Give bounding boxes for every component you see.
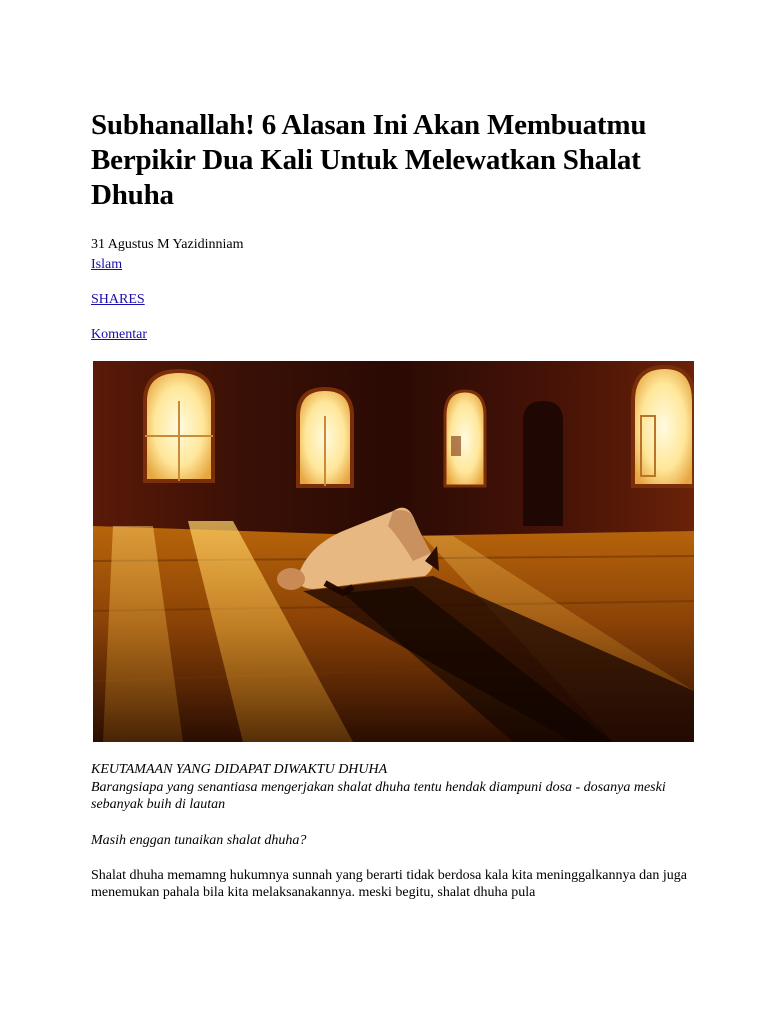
question-text: Masih enggan tunaikan shalat dhuha? — [91, 833, 307, 848]
article-meta: 31 Agustus M Yazidinniam — [91, 237, 244, 252]
body-paragraph: Shalat dhuha memamng hukumnya sunnah yang berarti tidak berdosa kala kita meninggalkannya dan juga menemukan pahala bila kita melaksanakannya. meski begitu, shalat dhuha pula — [91, 868, 687, 900]
shares-link[interactable]: SHARES — [91, 292, 145, 307]
section-subheading: KEUTAMAAN YANG DIDAPAT DIWAKTU DHUHA — [91, 762, 388, 777]
article-title: Subhanallah! 6 Alasan Ini Akan Membuatmu Berpikir Dua Kali Untuk Melewatkan Shalat Dhuha — [91, 109, 647, 211]
comments-link[interactable]: Komentar — [91, 327, 147, 342]
section-description: Barangsiapa yang senantiasa mengerjakan shalat dhuha tentu hendak diampuni dosa - dosanya meski sebanyak buih di lautan — [91, 780, 666, 812]
hero-image — [93, 361, 694, 742]
category-link[interactable]: Islam — [91, 257, 123, 272]
